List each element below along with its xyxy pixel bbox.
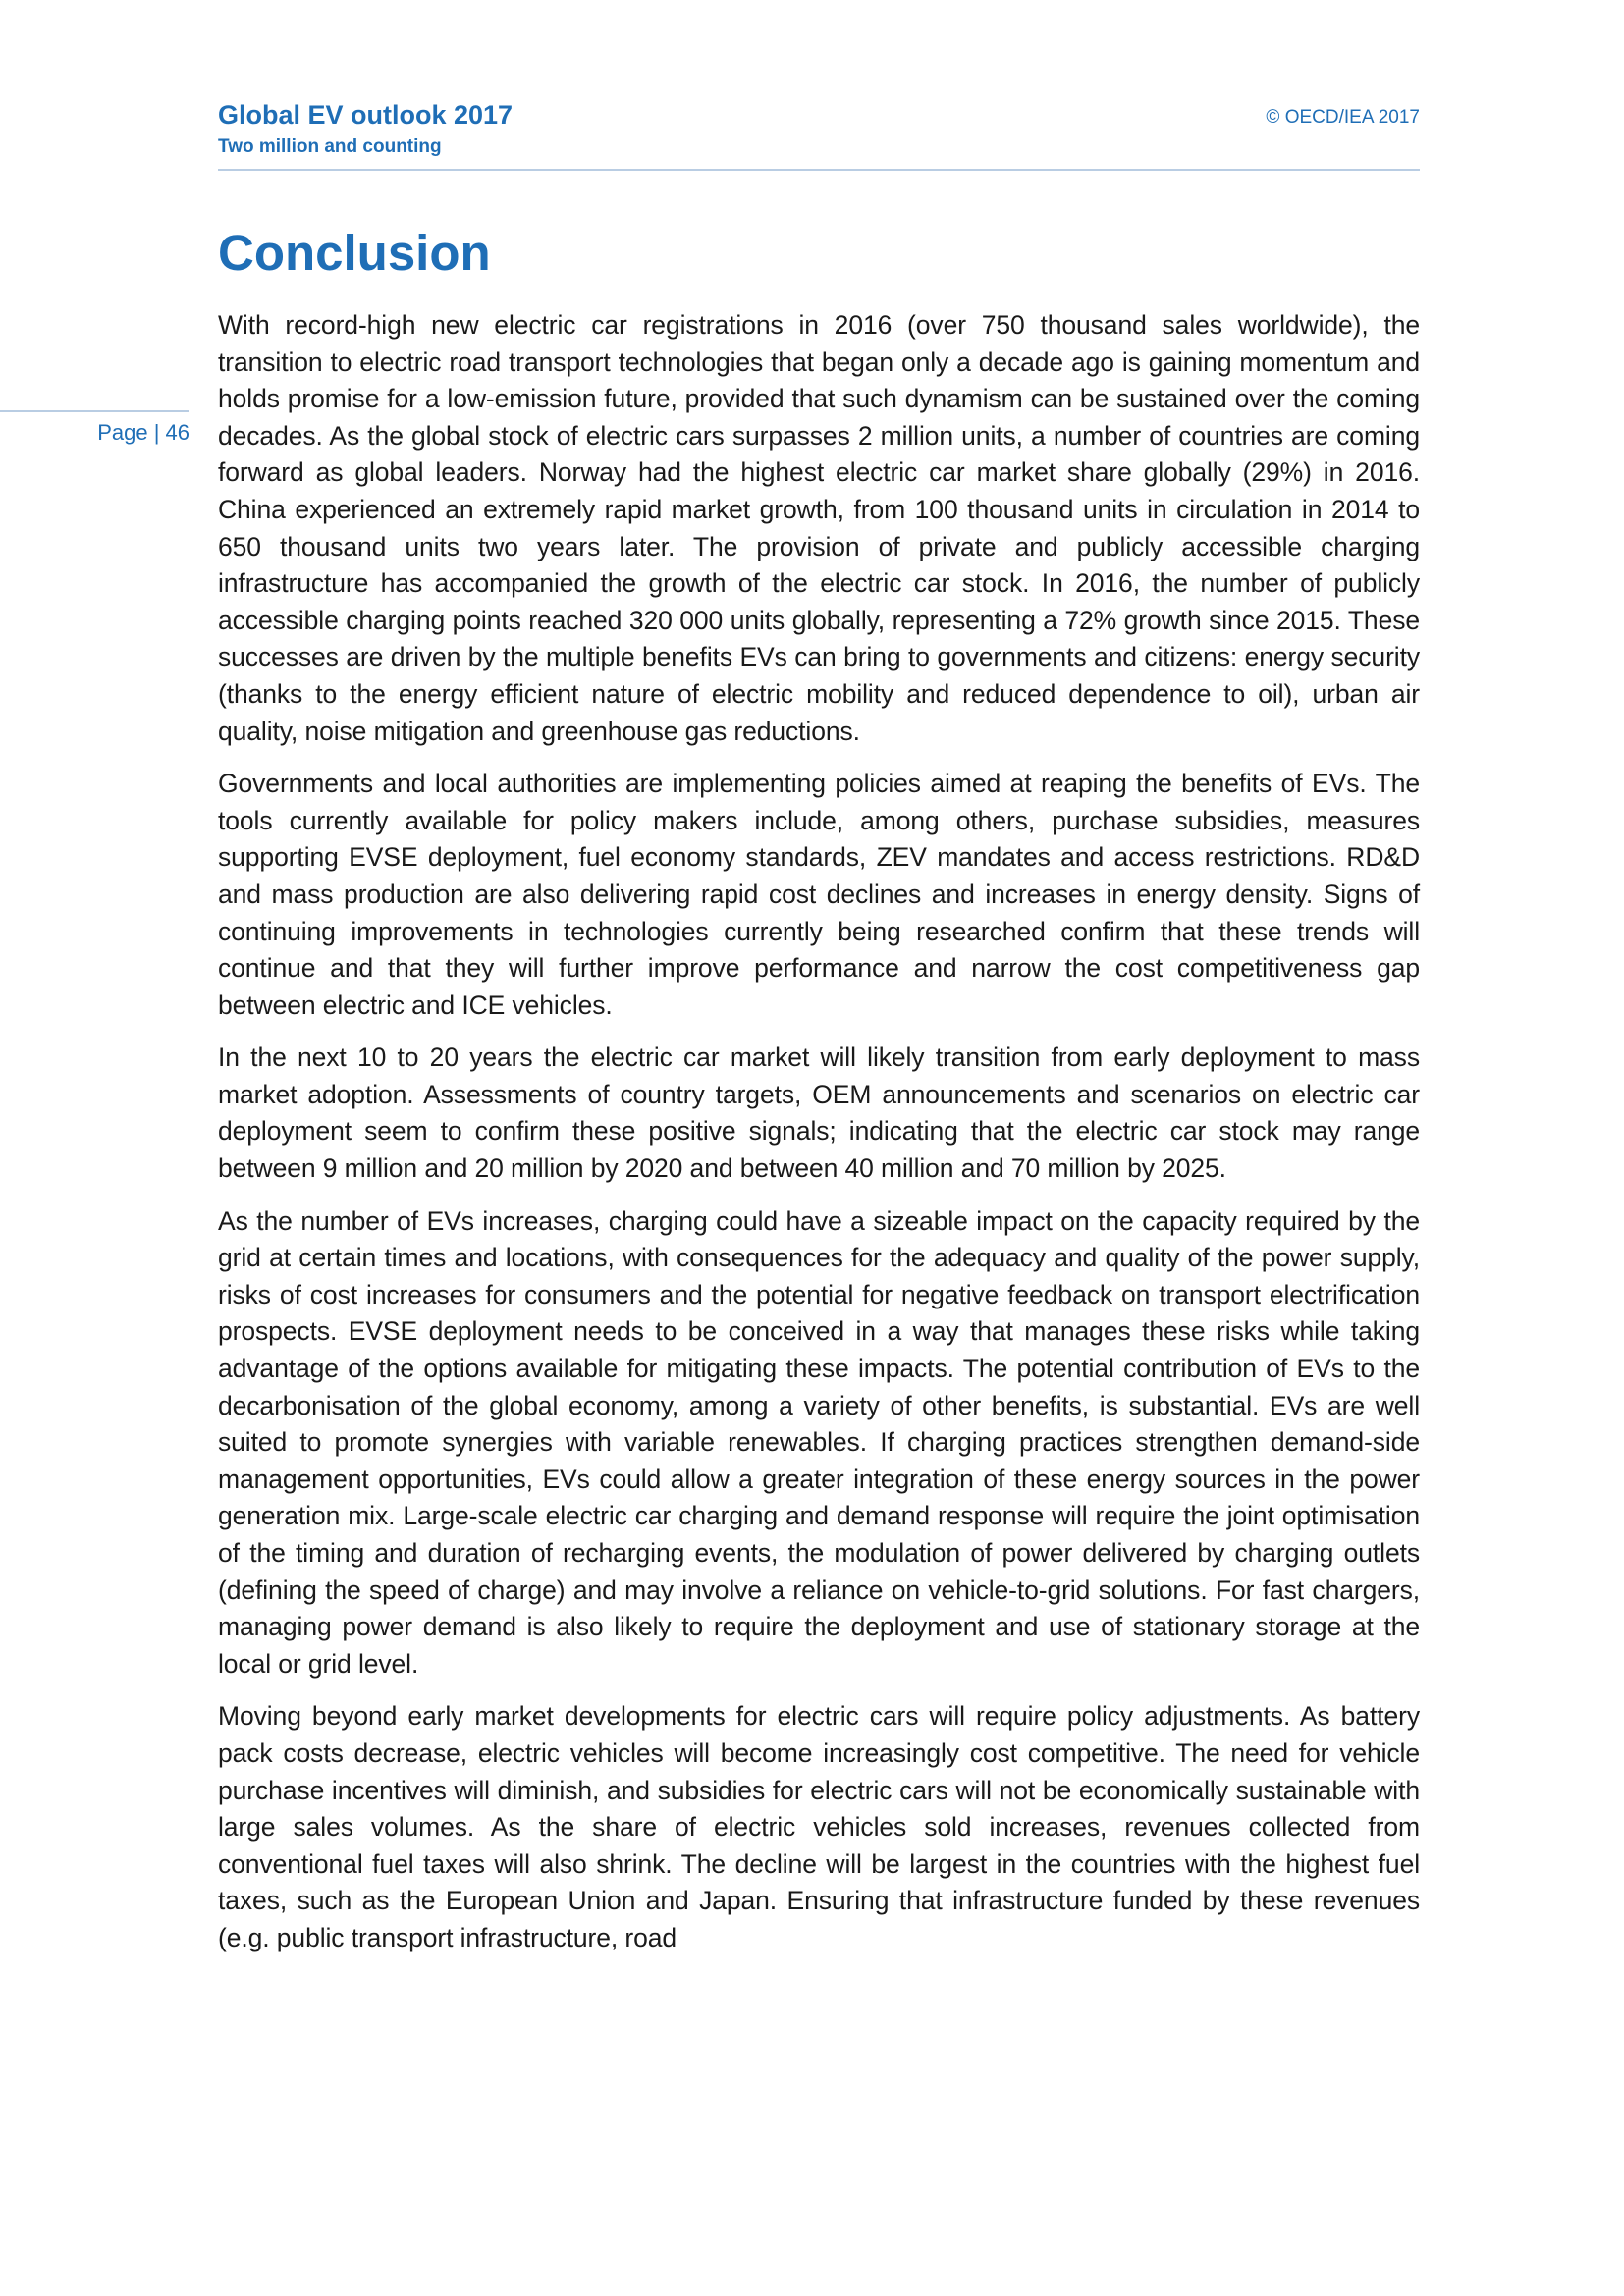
paragraph: Moving beyond early market developments for electric cars will require policy adjustments. As battery pack costs decrease, electric vehicles will become increasingly cost competitive. The need for vehicle purchase incentives will diminish, and subsidies for electric cars will not be economically sustainable with large sales volumes. As the share of electric vehicles sold increases, revenues collected from conventional fuel taxes will also shrink. The decline will be largest in the countries with the highest fuel taxes, such as the European Union and Japan. Ensuring that infrastructure funded by these revenues (e.g. public transport infrastructure, road — [218, 1701, 1420, 1952]
paragraph: Governments and local authorities are implementing policies aimed at reaping the benefits of EVs. The tools currently available for policy makers include, among others, purchase subsidies, measures supporting EVSE deployment, fuel economy standards, ZEV mandates and access restrictions. RD&D and mass production are also delivering rapid cost declines and increases in energy density. Signs of continuing improvements in technologies currently being researched confirm that these trends will continue and that they will further improve performance and narrow the cost competitiveness gap between electric and ICE vehicles. — [218, 769, 1420, 1020]
report-subtitle: Two million and counting — [218, 136, 442, 157]
body-text — [218, 307, 1420, 1973]
page-number: Page | 46 — [97, 420, 189, 445]
paragraph: In the next 10 to 20 years the electric car market will likely transition from early deployment to mass market adoption. Assessments of country targets, OEM announcements and scenarios on electric car deployment seem to confirm these positive signals; indicating that the electric car stock may range between 9 million and 20 million by 2020 and between 40 million and 70 million by 2025. — [218, 1042, 1420, 1184]
copyright-notice: © OECD/IEA 2017 — [1266, 107, 1420, 128]
paragraph: As the number of EVs increases, charging could have a sizeable impact on the capacity required by the grid at certain times and locations, with consequences for the adequacy and quality of the power supply, risks of cost increases for consumers and the potential for negative feedback on transport electrification prospects. EVSE deployment needs to be conceived in a way that manages these risks while taking advantage of the options available for mitigating these impacts. The potential contribution of EVs to the decarbonisation of the global economy, among a variety of other benefits, is substantial. EVs are well suited to promote synergies with variable renewables. If charging practices strengthen demand-side management opportunities, EVs could allow a greater integration of these energy sources in the power generation mix. Large-scale electric car charging and demand response will require the joint optimisation of the timing and duration of recharging events, the modulation of power delivered by charging outlets (defining the speed of charge) and may involve a reliance on vehicle-to-grid solutions. For fast chargers, managing power demand is also likely to require the deployment and use of stationary storage at the local or grid level. — [218, 1205, 1420, 1679]
paragraph: With record-high new electric car registrations in 2016 (over 750 thousand sales worldwide), the transition to electric road transport technologies that began only a decade ago is gaining momentum and holds promise for a low-emission future, provided that such dynamism can be sustained over the coming decades. As the global stock of electric cars surpasses 2 million units, a number of countries are coming forward as global leaders. Norway had the highest electric car market share globally (29%) in 2016. China experienced an extremely rapid market growth, from 100 thousand units in circulation in 2014 to 650 thousand units two years later. The provision of private and publicly accessible charging infrastructure has accompanied the growth of the electric car stock. In 2016, the number of publicly accessible charging points reached 320 000 units globally, representing a 72% growth since 2015. These successes are driven by the multiple benefits EVs can bring to governments and citizens: energy security (thanks to the energy efficient nature of electric mobility and reduced dependence to oil), urban air quality, noise mitigation and greenhouse gas reductions. — [218, 310, 1420, 746]
section-title: Conclusion — [218, 225, 491, 281]
report-title: Global EV outlook 2017 — [218, 100, 514, 130]
running-header — [218, 98, 1420, 171]
page-number-divider — [0, 410, 189, 412]
